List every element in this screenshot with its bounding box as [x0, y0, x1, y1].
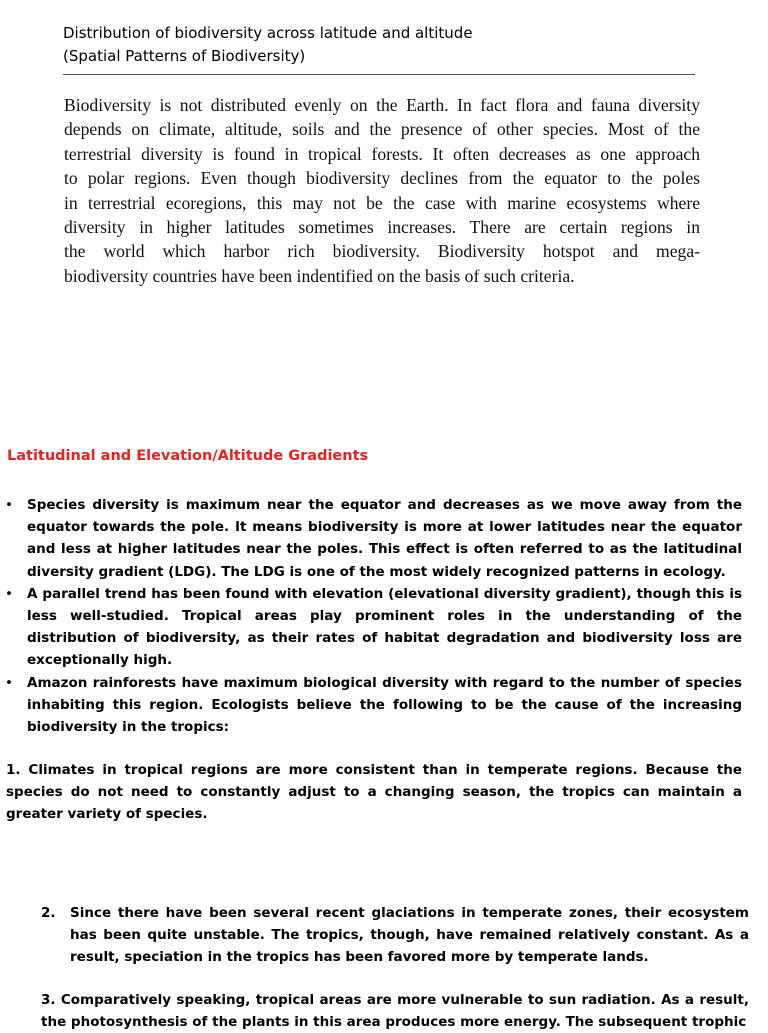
bullet-icon: • [5, 585, 13, 602]
cause-paragraph-2 [41, 902, 749, 969]
bullet-text: A parallel trend has been found with elevation (elevational diversity gradient), though this is less well-studied. Tropical areas play prominent roles in the understanding of the distribution of biodiversity, as their rates of habitat degradation and biodiversity loss are exceptionally high. [27, 585, 742, 669]
scan-line: biodiversity countries have been indentified on the basis of such criteria. [64, 265, 575, 286]
title-divider [63, 74, 695, 75]
bullet-text: Species diversity is maximum near the equator and decreases as we move away from the equator towards the pole. It means biodiversity is more at lower latitudes near the equator and less at higher latitudes near the poles. This effect is often referred to as the latitudinal diversity gradient (LDG). The LDG is one of the most widely recognized patterns in ecology. [27, 497, 742, 580]
scan-line: to polar regions. Even though biodiversity declines from the equator to the poles [64, 168, 700, 189]
scan-line: in terrestrial ecoregions, this may not be the case with marine ecosystems where [64, 192, 700, 213]
scanned-intro-paragraph [64, 93, 700, 288]
title-line-1: Distribution of biodiversity across latitude and altitude [63, 24, 473, 42]
list-item [0, 494, 742, 583]
section-heading: Latitudinal and Elevation/Altitude Gradients [7, 448, 369, 464]
bullet-list [0, 494, 768, 738]
document-title [63, 22, 703, 68]
cause-number: 2. [41, 905, 56, 921]
list-item [0, 672, 742, 739]
title-line-2: (Spatial Patterns of Biodiversity) [63, 47, 306, 65]
scan-line: diversity in higher latitudes sometimes increases. There are certain regions in [64, 217, 700, 238]
list-item [0, 583, 742, 672]
cause-paragraph-1: 1. Climates in tropical regions are more consistent than in temperate regions. Because the species do not need to constantly adjust to a changing season, the tropics can maintain a greater variety of species. [6, 762, 742, 823]
bullet-icon: • [5, 674, 13, 691]
cause-paragraph-3: 3. Comparatively speaking, tropical areas are more vulnerable to sun radiation. As a result, the photosynthesis of the plants in this area produces more energy. The subsequent trophic [41, 992, 749, 1031]
scan-line: terrestrial diversity is found in tropical forests. It often decreases as one approach [64, 143, 700, 164]
scan-line: depends on climate, altitude, soils and the presence of other species. Most of the [64, 119, 700, 140]
scan-line: the world which harbor rich biodiversity. Biodiversity hotspot and mega- [64, 241, 700, 262]
bullet-icon: • [5, 497, 13, 513]
cause-text: Since there have been several recent glaciations in temperate zones, their ecosystem has been quite unstable. The tropics, though, have remained relatively constant. As a result, speciation in the tropics has been favored more by temperate lands. [70, 905, 749, 966]
bullet-text: Amazon rainforests have maximum biological diversity with regard to the number of species inhabiting this region. Ecologists believe the following to be the cause of the increasing biodiversity in the tropics: [27, 674, 742, 736]
scan-line: Biodiversity is not distributed evenly on the Earth. In fact flora and fauna diversity [64, 95, 700, 115]
